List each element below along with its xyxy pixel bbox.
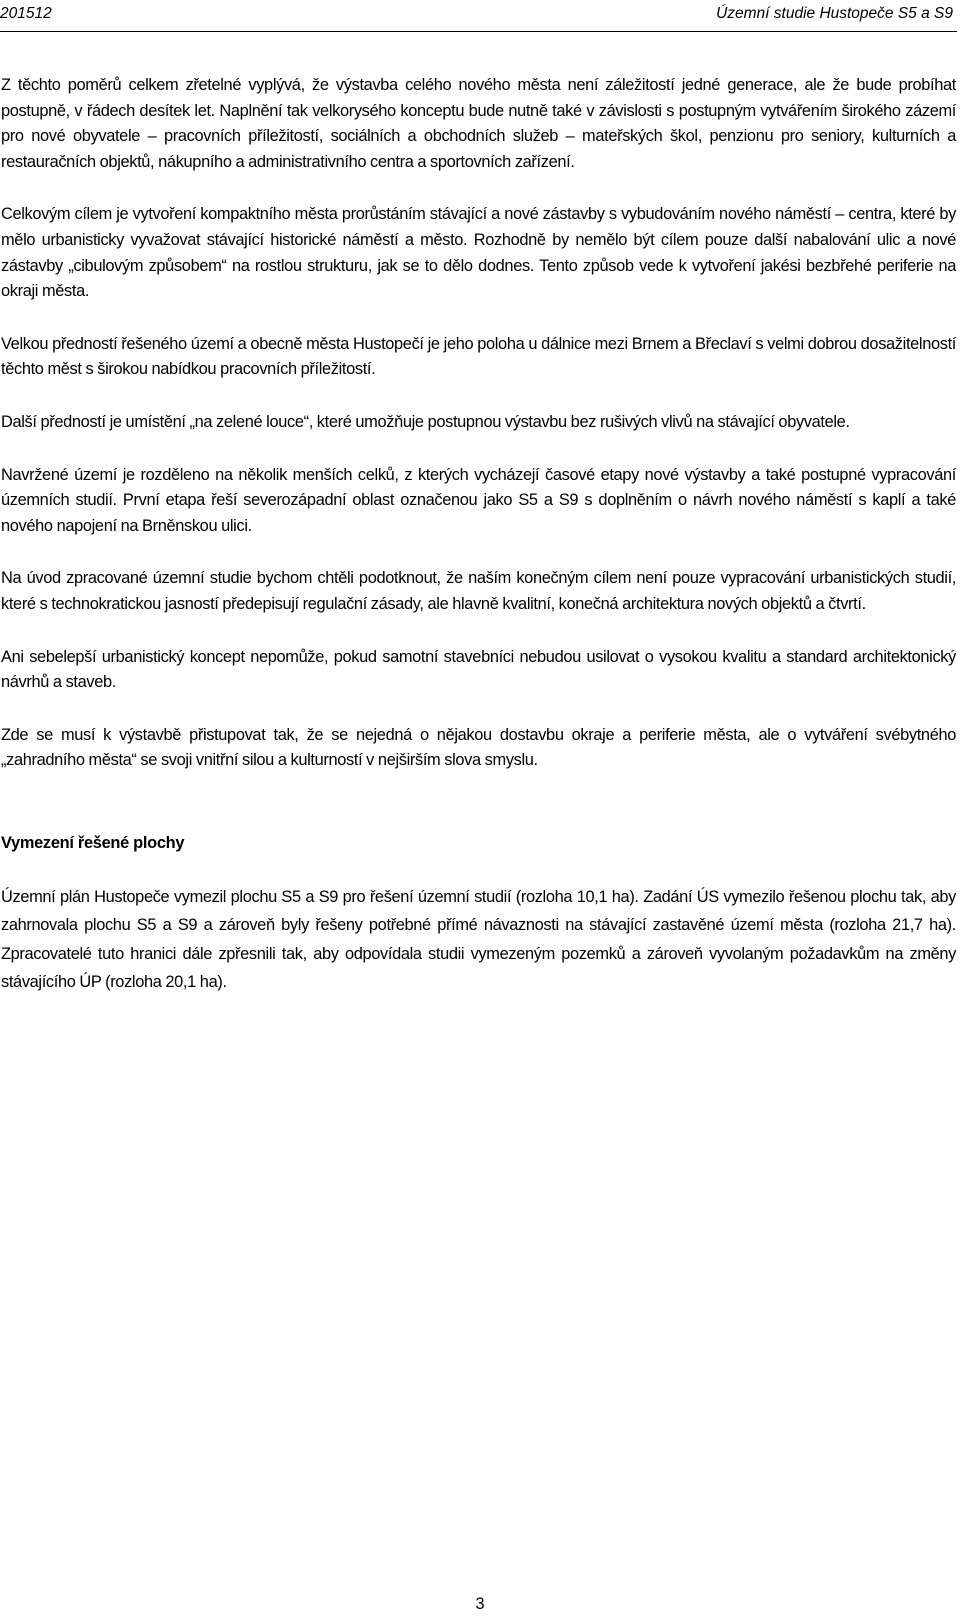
header-divider — [0, 31, 957, 32]
paragraph-3: Velkou předností řešeného území a obecně města Hustopečí je jeho poloha u dálnice mezi Brnem a Břeclaví s velmi dobrou dosažitelností těchto měst s širokou nabídkou pracovních příležitostí. — [1, 334, 956, 379]
document-number: 201512 — [0, 5, 52, 22]
section-heading: Vymezení řešené plochy — [1, 833, 185, 852]
paragraph-1: Z těchto poměrů celkem zřetelné vyplývá, že výstavba celého nového města není záležitostí jedné generace, ale že bude probíhat postupně, v řádech desítek let. Naplnění tak velkorysého konceptu bude nutně také v závislosti s postupným vytvářením širokého zázemí pro nové obyvatele – pracovních příležitostí, sociálních a obchodních služeb – mateřských škol, penzionu pro seniory, kulturních a restauračních objektů, nákupního a administrativního centra a sportovních zařízení. — [1, 76, 956, 171]
paragraph-7: Ani sebelepší urbanistický koncept nepomůže, pokud samotní stavebníci nebudou usilovat o vysokou kvalitu a standard architektonický návrhů a staveb. — [1, 647, 956, 692]
paragraph-2: Celkovým cílem je vytvoření kompaktního města prorůstáním stávající a nové zástavby s vybudováním nového náměstí – centra, které by mělo urbanisticky vyvažovat stávající historické náměstí a město. Rozhodně by nemělo být cílem pouze další nabalování ulic a nové zástavby „cibulovým způsobem“ na rostlou strukturu, jak se to dělo dodnes. Tento způsob vede k vytvoření jakési bezbřehé periferie na okraji města. — [1, 205, 956, 301]
section-paragraph: Územní plán Hustopeče vymezil plochu S5 a S9 pro řešení územní studií (rozloha 10,1 ha). Zadání ÚS vymezilo řešenou plochu tak, aby zahrnovala plochu S5 a S9 a zároveň byly řešeny potřebné přímé návaznosti na stávající zastavěné území města (rozloha 21,7 ha). Zpracovatelé tuto hranici dále zpřesnili tak, aby odpovídala studii vymezeným pozemků a zároveň vyvolaným požadavkům na změny stávajícího ÚP (rozloha 20,1 ha). — [1, 887, 956, 992]
paragraph-8: Zde se musí k výstavbě přistupovat tak, že se nejedná o nějakou dostavbu okraje a periferie města, ale o vytváření svébytného „zahradního města“ se svoji vnitřní silou a kulturností v nejširším slova smyslu. — [1, 725, 956, 770]
page-body — [1, 73, 956, 997]
paragraph-5: Navržené území je rozděleno na několik menších celků, z kterých vycházejí časové etapy nové výstavby a také postupné vypracování územních studií. První etapa řeší severozápadní oblast označenou jako S5 a S9 s doplněním o návrh nového náměstí s kaplí a také nového napojení na Brněnskou ulici. — [1, 465, 956, 535]
paragraph-6: Na úvod zpracované územní studie bychom chtěli podotknout, že naším konečným cílem není pouze vypracování urbanistických studií, které s technokratickou jasností předepisují regulační zásady, ale hlavně kvalitní, konečná architektura nových objektů a čtvrtí. — [1, 569, 956, 613]
page-number: 3 — [475, 1595, 485, 1613]
paragraph-4: Další předností je umístění „na zelené louce“, které umožňuje postupnou výstavbu bez rušivých vlivů na stávající obyvatele. — [1, 412, 850, 431]
document-title: Územní studie Hustopeče S5 a S9 — [716, 5, 953, 22]
page-header — [0, 4, 953, 24]
